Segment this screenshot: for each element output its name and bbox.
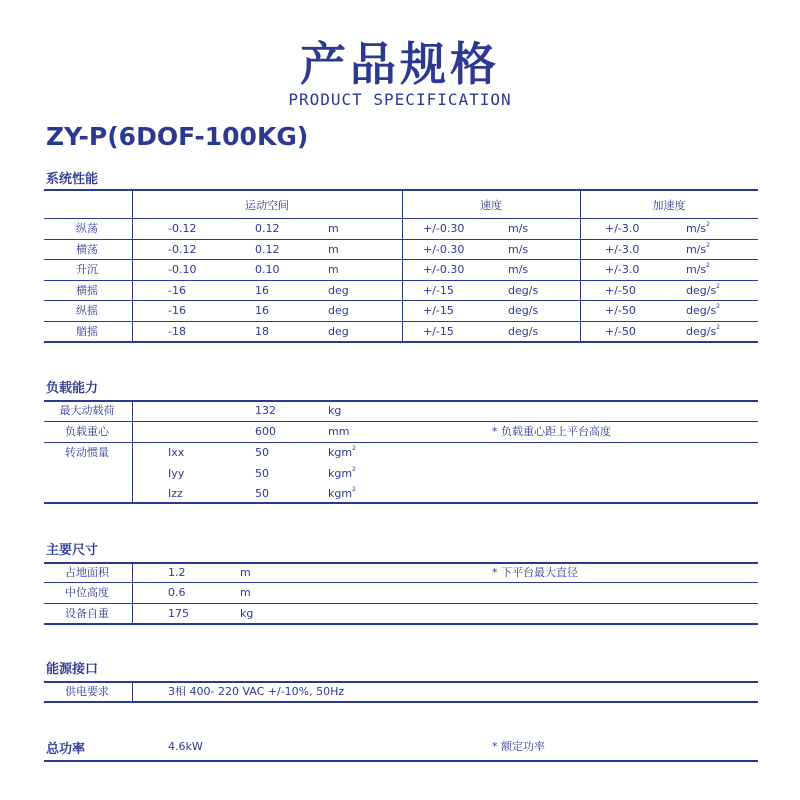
system-row-unit: deg <box>328 304 349 317</box>
unit-text: kgm <box>328 466 353 480</box>
system-row-accel: +/-50 <box>605 283 636 297</box>
power-supply-label: 供电要求 <box>65 685 109 698</box>
system-row-unit: deg <box>328 283 349 297</box>
system-row-accel-unit <box>686 284 720 298</box>
divider <box>44 701 758 703</box>
divider <box>44 562 758 564</box>
inertia-label: 转动惯量 <box>65 446 109 459</box>
divider <box>44 502 758 504</box>
unit-text: kgm <box>328 446 353 459</box>
model-name: ZY-P(6DOF-100KG) <box>46 122 309 151</box>
unit-text: m/s <box>686 263 707 276</box>
divider <box>132 400 133 502</box>
inertia-axis: Ixx <box>168 446 185 459</box>
max-load-label: 最大动载荷 <box>59 404 115 417</box>
system-row-name: 横摇 <box>76 283 98 297</box>
inertia-axis: Iyy <box>168 466 185 480</box>
system-row-accel-unit <box>686 304 720 318</box>
divider <box>44 603 758 604</box>
divider <box>44 341 758 343</box>
system-row-name: 横荡 <box>76 242 98 256</box>
dimension-label: 中位高度 <box>65 586 109 600</box>
divider <box>44 189 758 191</box>
dimension-value: 0.6 <box>168 586 186 600</box>
unit-text: kgm <box>328 487 353 500</box>
unit-superscript: 2 <box>716 282 720 290</box>
unit-superscript: 2 <box>352 445 356 452</box>
system-row-speed: +/-0.30 <box>423 263 465 276</box>
section-heading-system: 系统性能 <box>46 172 99 187</box>
unit-text: deg/s <box>686 304 717 317</box>
system-row-unit: deg <box>328 324 349 338</box>
dimension-value: 175 <box>168 606 189 620</box>
system-row-accel: +/-50 <box>605 324 636 338</box>
system-row-min: -0.12 <box>168 242 197 256</box>
divider <box>132 562 133 623</box>
unit-text: deg/s <box>686 283 717 297</box>
unit-text: m/s <box>686 222 707 235</box>
column-header-space: 运动空间 <box>245 199 289 212</box>
total-power-note: * 额定功率 <box>492 740 545 753</box>
dimension-label: 占地面积 <box>65 566 109 579</box>
system-row-name: 纵荡 <box>76 222 98 235</box>
inertia-axis: Izz <box>168 487 183 500</box>
unit-superscript: 2 <box>716 323 720 331</box>
system-row-name: 纵摇 <box>76 304 98 317</box>
cog-note: * 负载重心距上平台高度 <box>492 425 611 438</box>
dimension-note: * 下平台最大直径 <box>492 566 578 579</box>
system-row-speed-unit: m/s <box>508 263 529 276</box>
unit-superscript: 2 <box>352 486 356 493</box>
system-row-min: -18 <box>168 324 186 338</box>
unit-superscript: 2 <box>706 241 710 249</box>
system-row-min: -16 <box>168 304 186 317</box>
unit-superscript: 2 <box>706 262 710 269</box>
divider <box>44 400 758 402</box>
divider <box>44 442 758 443</box>
inertia-value: 50 <box>255 487 269 500</box>
inertia-value: 50 <box>255 466 269 480</box>
cog-unit: mm <box>328 425 350 438</box>
max-load-value: 132 <box>255 404 276 417</box>
unit-text: m/s <box>686 242 707 256</box>
system-row-max: 16 <box>255 283 269 297</box>
system-row-accel-unit <box>686 222 710 236</box>
section-heading-total-power: 总功率 <box>46 742 86 757</box>
column-header-accel: 加速度 <box>652 199 686 212</box>
system-row-name: 升沉 <box>76 263 98 276</box>
system-row-max: 0.10 <box>255 263 280 276</box>
divider <box>44 681 758 683</box>
divider <box>44 300 758 301</box>
system-row-accel: +/-50 <box>605 304 636 317</box>
system-row-unit: m <box>328 242 339 256</box>
system-row-unit: m <box>328 263 339 276</box>
inertia-unit <box>328 467 356 481</box>
system-row-min: -0.12 <box>168 222 197 235</box>
divider <box>44 280 758 281</box>
system-row-min: -0.10 <box>168 263 197 276</box>
system-row-max: 0.12 <box>255 242 280 256</box>
system-row-name: 艏摇 <box>76 324 98 338</box>
dimension-value: 1.2 <box>168 566 186 579</box>
divider <box>44 239 758 240</box>
section-heading-power: 能源接口 <box>46 662 99 677</box>
system-row-speed: +/-0.30 <box>423 242 465 256</box>
system-row-accel: +/-3.0 <box>605 242 640 256</box>
system-row-max: 16 <box>255 304 269 317</box>
divider <box>44 421 758 422</box>
cog-label: 负载重心 <box>65 425 109 438</box>
total-power-value: 4.6kW <box>168 740 203 753</box>
system-row-max: 0.12 <box>255 222 280 235</box>
dimension-unit: m <box>240 566 251 579</box>
system-row-speed-unit: m/s <box>508 242 529 256</box>
system-row-speed: +/-15 <box>423 304 454 317</box>
divider <box>44 321 758 322</box>
system-row-max: 18 <box>255 324 269 338</box>
system-row-speed: +/-0.30 <box>423 222 465 235</box>
unit-text: deg/s <box>686 324 717 338</box>
system-row-accel: +/-3.0 <box>605 263 640 276</box>
system-row-unit: m <box>328 222 339 235</box>
section-heading-dimensions: 主要尺寸 <box>46 543 99 558</box>
divider <box>44 760 758 762</box>
max-load-unit: kg <box>328 404 342 417</box>
power-supply-value: 3相 400- 220 VAC +/-10%, 50Hz <box>168 685 345 698</box>
system-row-speed: +/-15 <box>423 324 454 338</box>
unit-superscript: 2 <box>706 221 710 228</box>
system-row-accel-unit <box>686 263 710 277</box>
unit-superscript: 2 <box>716 303 720 310</box>
divider <box>44 218 758 219</box>
inertia-unit <box>328 487 356 501</box>
page-title: 产品规格 <box>300 37 500 91</box>
system-row-accel: +/-3.0 <box>605 222 640 235</box>
dimension-unit: kg <box>240 606 254 620</box>
inertia-value: 50 <box>255 446 269 459</box>
divider <box>44 582 758 583</box>
system-row-speed-unit: deg/s <box>508 324 539 338</box>
system-row-speed-unit: m/s <box>508 222 529 235</box>
divider <box>132 681 133 701</box>
dimension-label: 设备自重 <box>65 606 109 620</box>
divider <box>44 623 758 625</box>
system-row-accel-unit <box>686 325 720 339</box>
system-row-speed-unit: deg/s <box>508 304 539 317</box>
divider <box>44 259 758 260</box>
system-row-min: -16 <box>168 283 186 297</box>
inertia-unit <box>328 446 356 460</box>
system-row-accel-unit <box>686 243 710 257</box>
page-subtitle: PRODUCT SPECIFICATION <box>288 90 512 109</box>
dimension-unit: m <box>240 586 251 600</box>
unit-superscript: 2 <box>352 465 356 473</box>
system-row-speed: +/-15 <box>423 283 454 297</box>
system-row-speed-unit: deg/s <box>508 283 539 297</box>
section-heading-load: 负载能力 <box>46 381 99 396</box>
cog-value: 600 <box>255 425 276 438</box>
column-header-speed: 速度 <box>480 199 502 212</box>
